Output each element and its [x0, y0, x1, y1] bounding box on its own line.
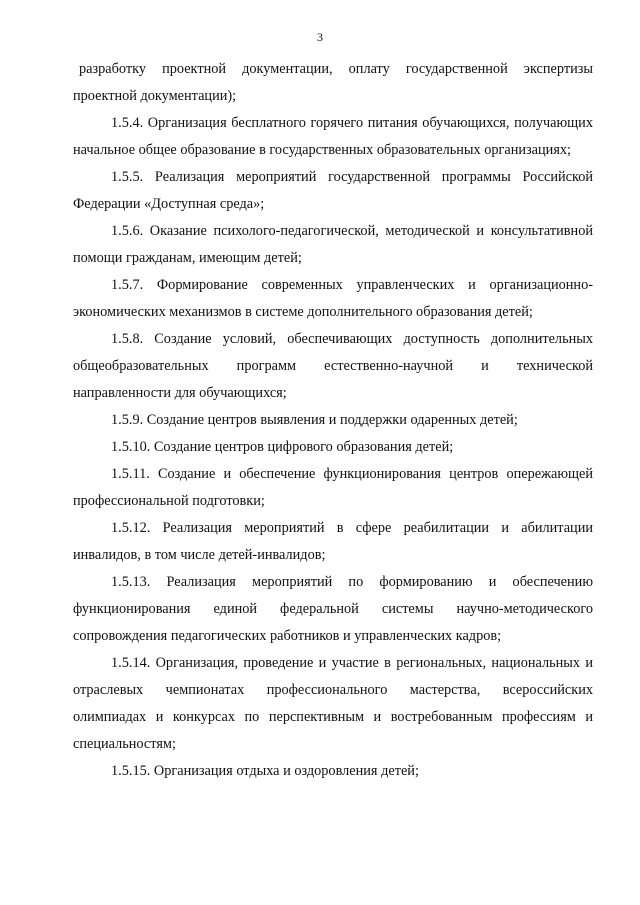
paragraph-1-5-14: 1.5.14. Организация, проведение и участие в региональных, национальных и отраслевых чемпионатах профессионального мастерства, всероссийских олимпиадах и конкурсах по перспективным и востребованным профессиям и специальностям; — [73, 655, 593, 752]
page-number: 3 — [317, 30, 323, 44]
paragraph-1-5-9: 1.5.9. Создание центров выявления и поддержки одаренных детей; — [111, 412, 518, 428]
paragraph-1-5-11: 1.5.11. Создание и обеспечение функционирования центров опережающей профессиональной подготовки; — [73, 466, 593, 509]
paragraph-1-5-8: 1.5.8. Создание условий, обеспечивающих доступность дополнительных общеобразовательных программ естественно-научной и технической направленности для обучающихся; — [73, 331, 593, 401]
paragraph-1-5-6: 1.5.6. Оказание психолого-педагогической, методической и консультативной помощи гражданам, имеющим детей; — [73, 223, 593, 266]
paragraph-continuation: разработку проектной документации, оплату государственной экспертизы проектной документации); — [73, 61, 593, 104]
paragraph-1-5-5: 1.5.5. Реализация мероприятий государственной программы Российской Федерации «Доступная среда»; — [73, 169, 593, 212]
paragraph-1-5-7: 1.5.7. Формирование современных управленческих и организационно-экономических механизмов в системе дополнительного образования детей; — [73, 277, 593, 320]
paragraph-1-5-4: 1.5.4. Организация бесплатного горячего питания обучающихся, получающих начальное общее образование в государственных образовательных организациях; — [73, 115, 593, 158]
paragraph-1-5-13: 1.5.13. Реализация мероприятий по формированию и обеспечению функционирования единой федеральной системы научно-методического сопровождения педагогических работников и управленческих кадров; — [73, 574, 593, 644]
paragraph-1-5-12: 1.5.12. Реализация мероприятий в сфере реабилитации и абилитации инвалидов, в том числе детей-инвалидов; — [73, 520, 593, 563]
paragraph-1-5-15: 1.5.15. Организация отдыха и оздоровления детей; — [111, 763, 419, 779]
document-body — [73, 56, 593, 785]
paragraph-1-5-10: 1.5.10. Создание центров цифрового образования детей; — [111, 439, 454, 455]
